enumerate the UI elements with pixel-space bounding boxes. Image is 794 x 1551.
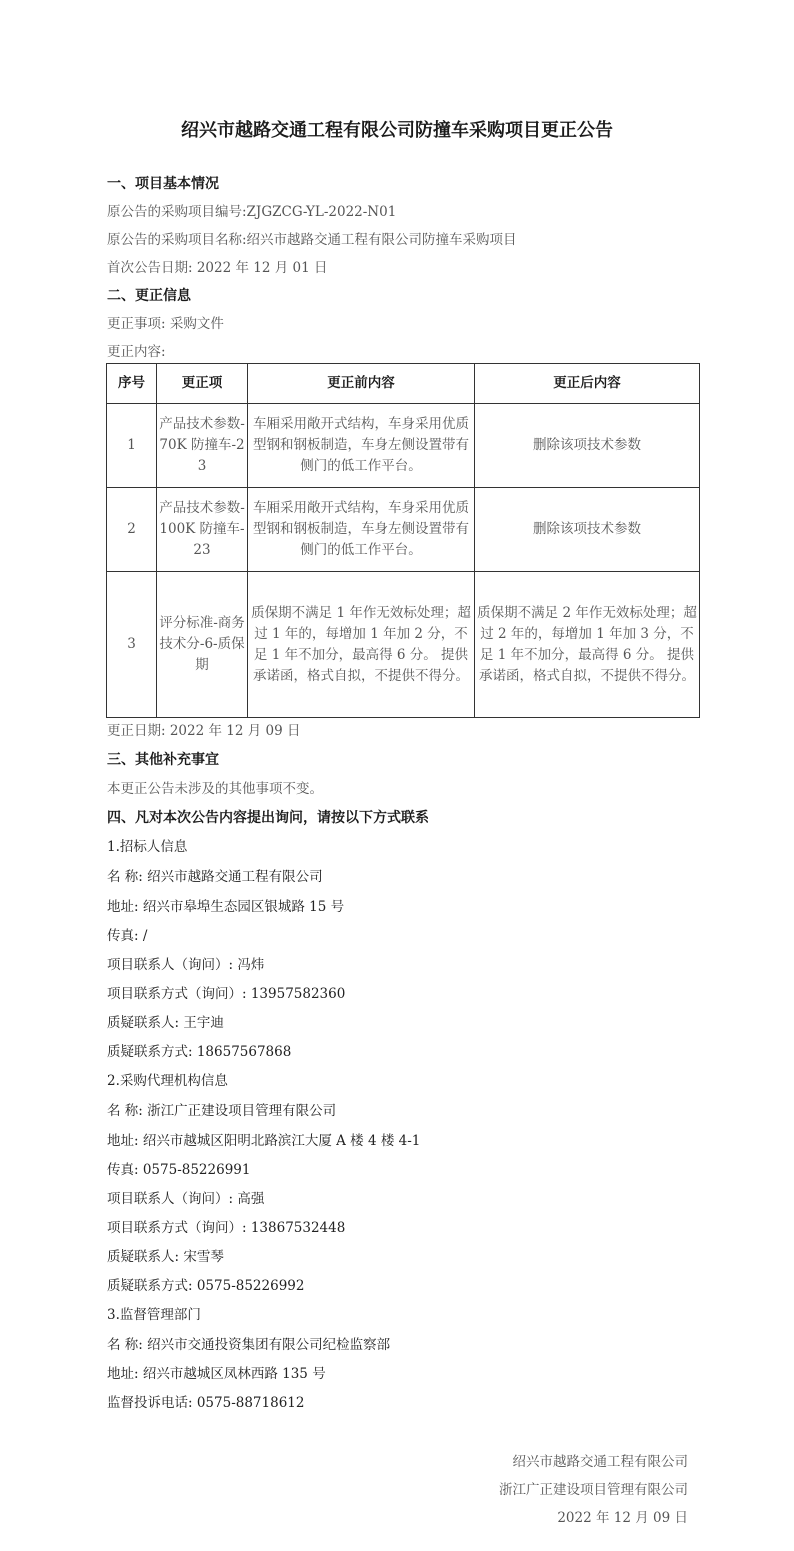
agency-objection-phone: 质疑联系方式: 0575-85226992 <box>107 1278 305 1294</box>
tenderer-fax: 传真: / <box>107 928 148 944</box>
tenderer-objection-phone: 质疑联系方式: 18657567868 <box>107 1044 292 1060</box>
agency-contact: 项目联系人（询问）: 高强 <box>107 1191 265 1207</box>
correction-content-label: 更正内容: <box>107 344 166 360</box>
first-announcement-date: 首次公告日期: 2022 年 12 月 01 日 <box>107 260 328 276</box>
tenderer-contact: 项目联系人（询问）: 冯炜 <box>107 957 265 973</box>
cell-after: 删除该项技术参数 <box>475 404 700 488</box>
cell-before: 车厢采用敞开式结构，车身采用优质型钢和钢板制造，车身左侧设置带有侧门的低工作平台。 <box>248 488 475 572</box>
agency-fax: 传真: 0575-85226991 <box>107 1162 251 1178</box>
cell-after: 质保期不满足 2 年作无效标处理；超过 2 年的，每增加 1 年加 3 分，不足 1 年不加分，最高得 6 分。 提供承诺函，格式自拟，不提供不得分。 <box>475 572 700 718</box>
tenderer-address: 地址: 绍兴市皋埠生态园区银城路 15 号 <box>107 899 345 915</box>
agency-address: 地址: 绍兴市越城区阳明北路滨江大厦 A 楼 4 楼 4-1 <box>107 1133 421 1149</box>
agency-info-label: 2.采购代理机构信息 <box>107 1073 228 1089</box>
header-before: 更正前内容 <box>248 364 475 404</box>
table-row <box>107 488 700 572</box>
supervisor-address: 地址: 绍兴市越城区凤林西路 135 号 <box>107 1366 326 1382</box>
section-heading-other-matters: 三、其他补充事宜 <box>107 752 219 768</box>
agency-contact-phone: 项目联系方式（询问）: 13867532448 <box>107 1220 346 1236</box>
header-item: 更正项 <box>157 364 248 404</box>
cell-no: 1 <box>107 404 157 488</box>
signature-tenderer: 绍兴市越路交通工程有限公司 <box>512 1454 688 1470</box>
cell-item: 产品技术参数-100K 防撞车-23 <box>157 488 248 572</box>
header-after: 更正后内容 <box>475 364 700 404</box>
correction-item: 更正事项: 采购文件 <box>107 316 224 332</box>
correction-table <box>106 363 700 718</box>
page-title: 绍兴市越路交通工程有限公司防撞车采购项目更正公告 <box>181 120 613 141</box>
cell-after: 删除该项技术参数 <box>475 488 700 572</box>
section-heading-correction-info: 二、更正信息 <box>107 288 191 304</box>
cell-item: 产品技术参数-70K 防撞车-23 <box>157 404 248 488</box>
section-heading-basic-info: 一、项目基本情况 <box>107 176 219 192</box>
table-row <box>107 404 700 488</box>
cell-before: 质保期不满足 1 年作无效标处理；超过 1 年的，每增加 1 年加 2 分，不足 1 年不加分，最高得 6 分。 提供承诺函，格式自拟，不提供不得分。 <box>248 572 475 718</box>
table-row <box>107 572 700 718</box>
supervisor-info-label: 3.监督管理部门 <box>107 1307 201 1323</box>
supervisor-name: 名 称: 绍兴市交通投资集团有限公司纪检监察部 <box>107 1337 391 1353</box>
signature-date: 2022 年 12 月 09 日 <box>557 1510 688 1526</box>
supervisor-complaint-phone: 监督投诉电话: 0575-88718612 <box>107 1395 305 1411</box>
section-heading-contact: 四、凡对本次公告内容提出询问，请按以下方式联系 <box>107 810 429 826</box>
table-header-row <box>107 364 700 404</box>
signature-agency: 浙江广正建设项目管理有限公司 <box>499 1482 688 1498</box>
agency-objection-contact: 质疑联系人: 宋雪琴 <box>107 1249 224 1265</box>
tenderer-name: 名 称: 绍兴市越路交通工程有限公司 <box>107 869 323 885</box>
other-matters-text: 本更正公告未涉及的其他事项不变。 <box>107 781 323 797</box>
cell-before: 车厢采用敞开式结构，车身采用优质型钢和钢板制造，车身左侧设置带有侧门的低工作平台。 <box>248 404 475 488</box>
agency-name: 名 称: 浙江广正建设项目管理有限公司 <box>107 1103 337 1119</box>
original-project-number: 原公告的采购项目编号:ZJGZCG-YL-2022-N01 <box>107 204 397 220</box>
cell-no: 2 <box>107 488 157 572</box>
cell-item: 评分标准-商务技术分-6-质保期 <box>157 572 248 718</box>
original-project-name: 原公告的采购项目名称:绍兴市越路交通工程有限公司防撞车采购项目 <box>107 232 517 248</box>
cell-no: 3 <box>107 572 157 718</box>
tenderer-contact-phone: 项目联系方式（询问）: 13957582360 <box>107 986 346 1002</box>
correction-date: 更正日期: 2022 年 12 月 09 日 <box>107 723 301 739</box>
tenderer-info-label: 1.招标人信息 <box>107 839 188 855</box>
header-no: 序号 <box>107 364 157 404</box>
tenderer-objection-contact: 质疑联系人: 王宇迪 <box>107 1015 224 1031</box>
